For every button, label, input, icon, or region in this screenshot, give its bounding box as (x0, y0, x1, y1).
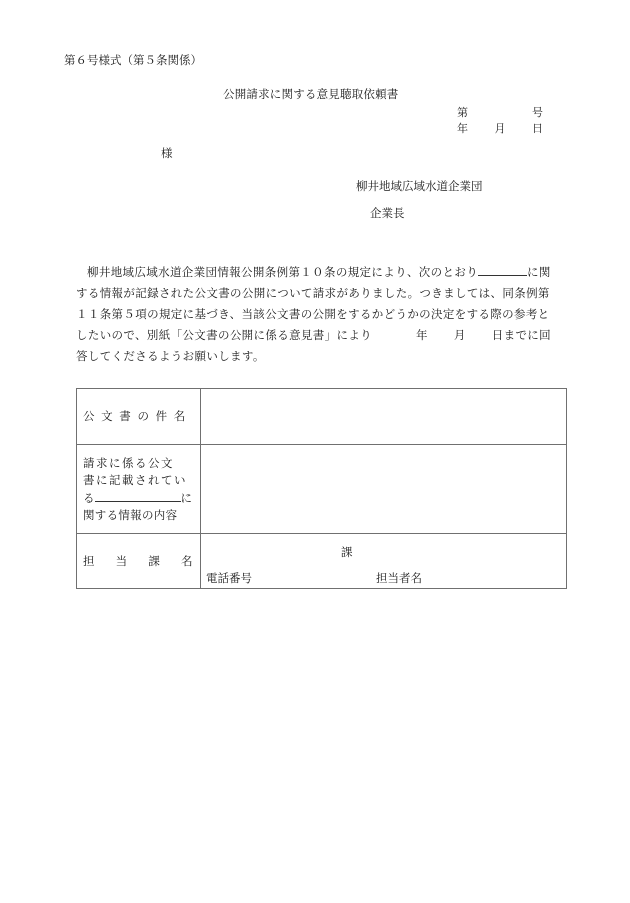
blank-underline (95, 489, 181, 502)
label-char: 課 (148, 553, 162, 568)
phone-label: 電話番号 (206, 571, 252, 585)
label-information-content (77, 445, 201, 534)
date-month: 月 (494, 122, 506, 135)
label-line-2: 書に記載されてい (83, 472, 187, 487)
sender-title: 企業長 (370, 206, 405, 220)
number-prefix: 第 (457, 106, 468, 119)
date-day: 日 (532, 122, 543, 135)
body-line-1-end: に関 (527, 265, 551, 279)
body-line-2: する情報が記録された公文書の公開について請求がありました。つきましては、同条例第 (76, 286, 550, 300)
value-information-content (201, 445, 567, 534)
form-number: 第６号様式（第５条関係） (64, 53, 202, 67)
body-line-3: １１条第５項の規定に基づき、当該公文書の公開をするかどうかの決定をする際の参考と (76, 307, 550, 321)
label-line-3-start: る (83, 490, 95, 505)
label-line-3-end: に (180, 490, 192, 505)
label-line-1: 請求に係る公文 (83, 455, 174, 470)
value-department (201, 534, 567, 589)
body-line-1-text: 柳井地域広域水道企業団情報公開条例第１０条の規定により、次のとおり (87, 265, 479, 279)
table-row-document-name (77, 389, 567, 445)
body-paragraph (76, 262, 568, 367)
label-line-3 (83, 489, 196, 507)
document-date (457, 123, 543, 134)
body-line-5: 答してくださるようお願いします。 (76, 349, 265, 363)
value-document-name (201, 389, 567, 445)
deadline-day-text: 日までに回 (491, 328, 551, 342)
number-suffix: 号 (532, 106, 543, 119)
person-in-charge-label: 担当者名 (376, 571, 422, 585)
label-char: 当 (115, 553, 129, 568)
date-year: 年 (457, 122, 468, 135)
info-table (76, 388, 567, 589)
body-line-1 (76, 262, 568, 283)
table-row-information-content (77, 445, 567, 534)
document-title: 公開請求に関する意見聴取依頼書 (223, 87, 399, 101)
deadline-year: 年 (416, 328, 428, 342)
addressee-honorific: 様 (161, 146, 173, 160)
sender-organization: 柳井地域広域水道企業団 (356, 179, 483, 193)
deadline-month: 月 (453, 328, 466, 342)
section-suffix: 課 (341, 545, 353, 559)
label-char: 担 (83, 553, 96, 568)
body-line-4 (76, 325, 568, 346)
label-document-name: 公 文 書 の 件 名 (77, 389, 201, 445)
document-number (457, 107, 543, 118)
blank-underline (478, 264, 527, 276)
label-char: 名 (180, 553, 194, 568)
label-line-4: 関する情報の内容 (83, 507, 178, 522)
body-line-4-text: したいので、別紙「公文書の公開に係る意見書」により (76, 328, 373, 342)
table-row-department (77, 534, 567, 589)
label-department (77, 534, 201, 589)
